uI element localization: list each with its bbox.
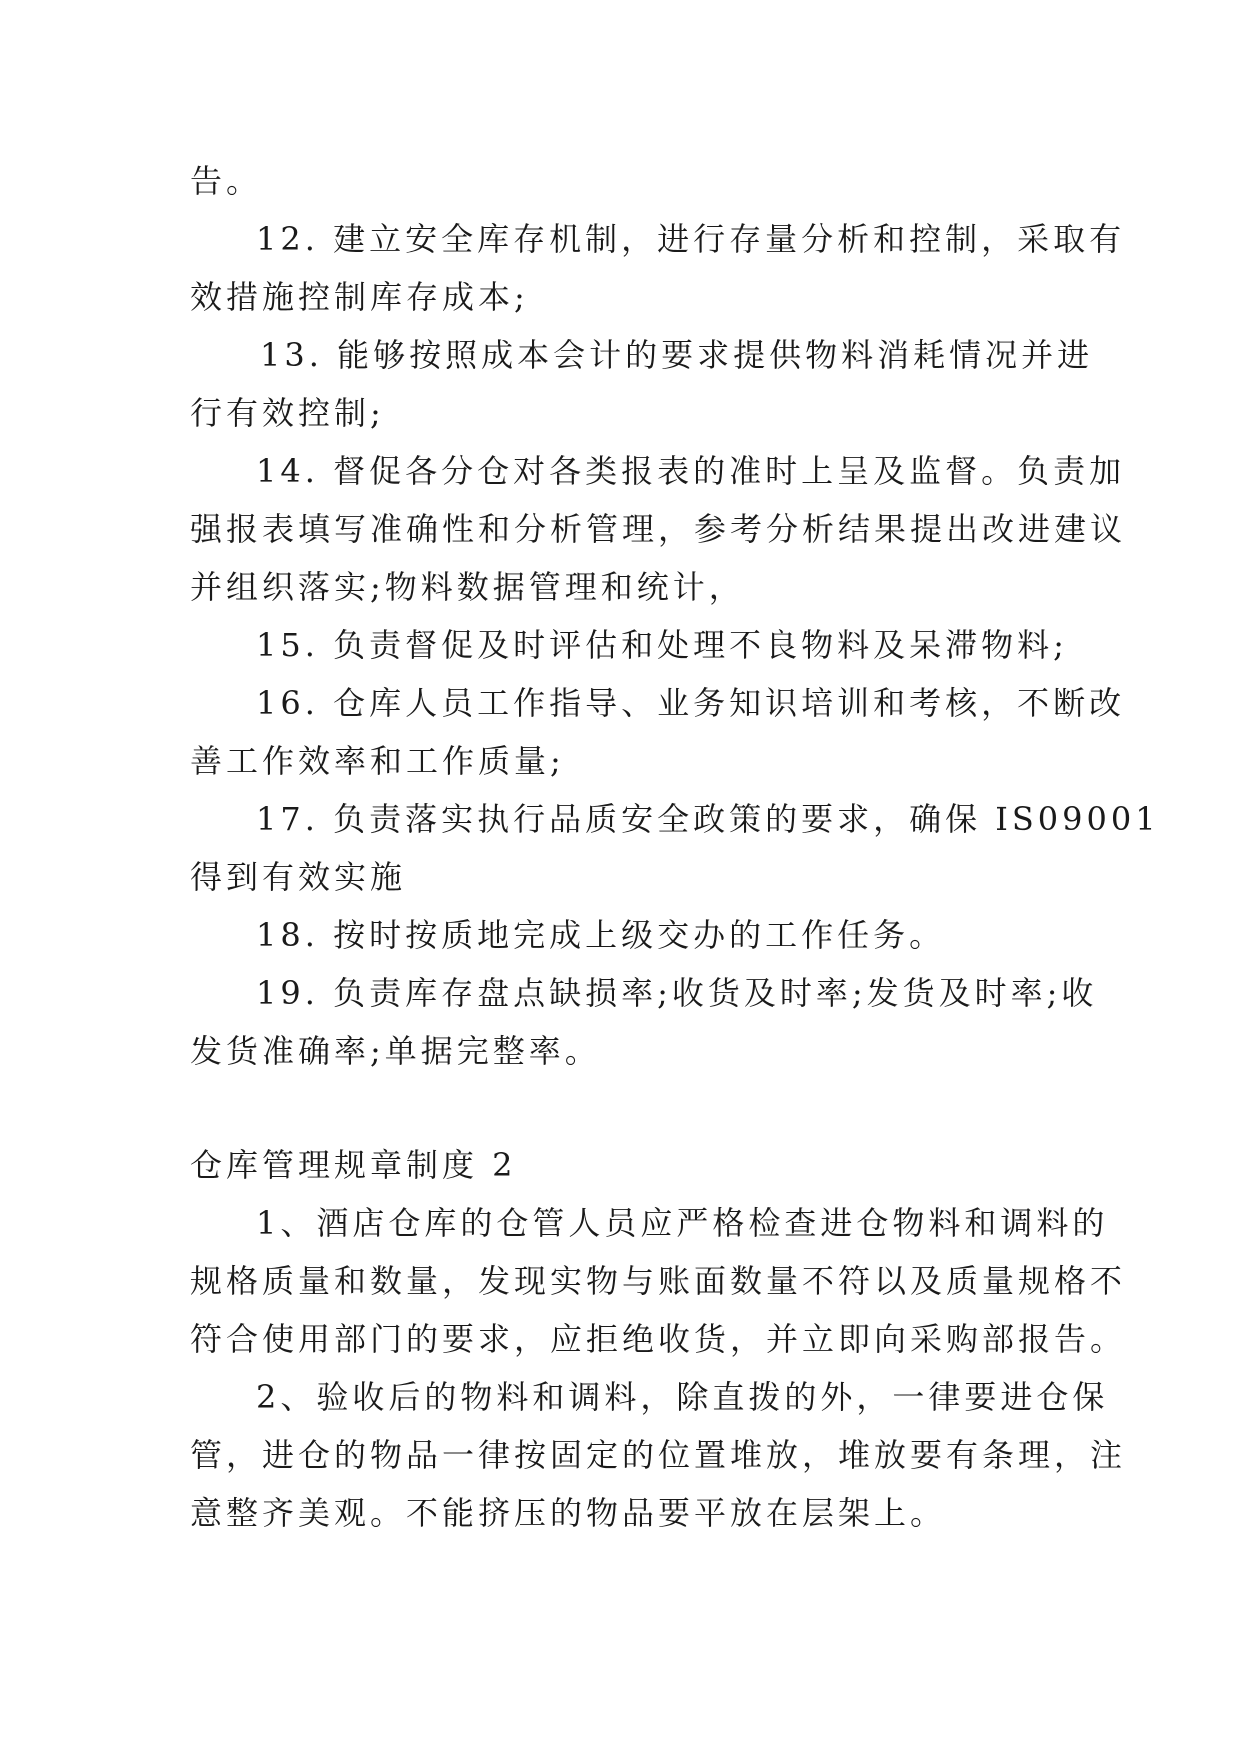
text-line: 行有效控制; (190, 394, 385, 432)
text-line: 并组织落实;物料数据管理和统计， (190, 568, 745, 606)
list-item-16: 16. 仓库人员工作指导、业务知识培训和考核，不断改 (256, 684, 1126, 722)
text-line: 管，进仓的物品一律按固定的位置堆放，堆放要有条理，注 (190, 1436, 1127, 1474)
text-line: 意整齐美观。不能挤压的物品要平放在层架上。 (190, 1494, 947, 1532)
document-page (190, 152, 1160, 1542)
list-item-13: 13. 能够按照成本会计的要求提供物料消耗情况并进 (260, 336, 1094, 374)
text-line: 效措施控制库存成本; (190, 278, 529, 316)
section-title: 仓库管理规章制度 2 (190, 1146, 517, 1184)
text-line: 符合使用部门的要求，应拒绝收货，并立即向采购部报告。 (190, 1320, 1127, 1358)
text-line: 规格质量和数量，发现实物与账面数量不符以及质量规格不 (190, 1262, 1127, 1300)
list-item-18: 18. 按时按质地完成上级交办的工作任务。 (256, 916, 946, 954)
rule-item-1: 1、酒店仓库的仓管人员应严格检查进仓物料和调料的 (256, 1204, 1109, 1242)
list-item-12: 12. 建立安全库存机制，进行存量分析和控制，采取有 (256, 220, 1126, 258)
list-item-19: 19. 负责库存盘点缺损率;收货及时率;发货及时率;收 (256, 974, 1098, 1012)
text-line: 强报表填写准确性和分析管理，参考分析结果提出改进建议 (190, 510, 1127, 548)
rule-item-2: 2、验收后的物料和调料，除直拨的外，一律要进仓保 (256, 1378, 1109, 1416)
text-line: 得到有效实施 (190, 858, 407, 896)
text-line: 发货准确率;单据完整率。 (190, 1032, 601, 1070)
text-line: 善工作效率和工作质量; (190, 742, 565, 780)
section-spacer (190, 1080, 1050, 1136)
list-item-15: 15. 负责督促及时评估和处理不良物料及呆滞物料; (256, 626, 1068, 664)
list-item-14: 14. 督促各分仓对各类报表的准时上呈及监督。负责加 (256, 452, 1126, 490)
list-item-17: 17. 负责落实执行品质安全政策的要求，确保 IS09001 (256, 800, 1160, 838)
text-line: 告。 (190, 162, 263, 200)
